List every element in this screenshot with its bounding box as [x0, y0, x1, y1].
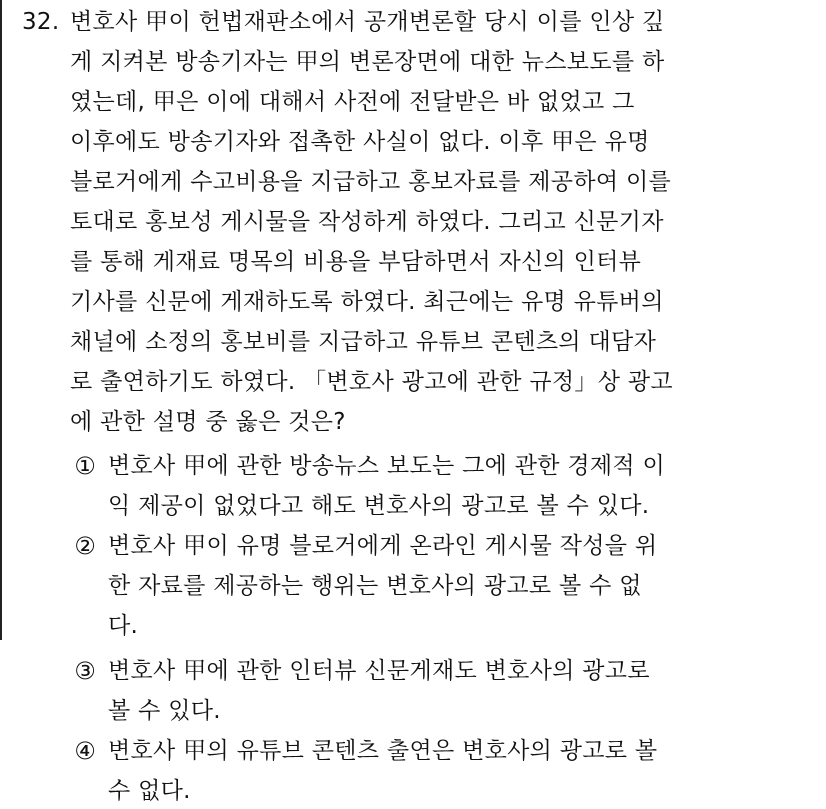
question-number: 32. [22, 9, 60, 35]
question-line-1: 변호사 甲이 헌법재판소에서 공개변론할 당시 이를 인상 깊 [70, 9, 665, 35]
question-line-11: 에 관한 설명 중 옳은 것은? [70, 409, 346, 435]
option-2-marker: ② [74, 532, 96, 560]
question-line-5: 블로거에게 수고비용을 지급하고 홍보자료를 제공하여 이를 [70, 169, 672, 195]
option-4-line-2: 수 없다. [108, 778, 191, 804]
option-3-line-1: 변호사 甲에 관한 인터뷰 신문게재도 변호사의 광고로 [108, 658, 650, 684]
question-line-3: 였는데, 甲은 이에 대해서 사전에 전달받은 바 없었고 그 [70, 89, 635, 115]
question-line-2: 게 지켜본 방송기자는 甲의 변론장면에 대한 뉴스보도를 하 [70, 49, 665, 75]
question-line-4: 이후에도 방송기자와 접촉한 사실이 없다. 이후 甲은 유명 [70, 129, 650, 155]
option-4-marker: ④ [74, 737, 96, 765]
option-4-line-1: 변호사 甲의 유튜브 콘텐츠 출연은 변호사의 광고로 볼 [108, 738, 658, 764]
option-2-line-1: 변호사 甲이 유명 블로거에게 온라인 게시물 작성을 위 [108, 533, 658, 559]
option-1-line-1: 변호사 甲에 관한 방송뉴스 보도는 그에 관한 경제적 이 [108, 453, 666, 479]
left-border-rule [0, 0, 2, 640]
question-line-7: 를 통해 게재료 명목의 비용을 부담하면서 자신의 인터뷰 [70, 249, 642, 275]
question-line-8: 기사를 신문에 게재하도록 하였다. 최근에는 유명 유튜버의 [70, 289, 664, 315]
option-2-line-2: 한 자료를 제공하는 행위는 변호사의 광고로 볼 수 없 [108, 573, 642, 599]
option-3-line-2: 볼 수 있다. [108, 698, 221, 724]
question-line-6: 토대로 홍보성 게시물을 작성하게 하였다. 그리고 신문기자 [70, 209, 664, 235]
option-1-line-2: 익 제공이 없었다고 해도 변호사의 광고로 볼 수 있다. [108, 493, 650, 519]
option-3-marker: ③ [74, 657, 96, 685]
option-1-marker: ① [74, 452, 96, 480]
question-line-10: 로 출연하기도 하였다. 「변호사 광고에 관한 규정」상 광고 [70, 369, 673, 395]
question-line-9: 채널에 소정의 홍보비를 지급하고 유튜브 콘텐츠의 대담자 [70, 329, 657, 355]
option-2-line-3: 다. [108, 613, 139, 639]
